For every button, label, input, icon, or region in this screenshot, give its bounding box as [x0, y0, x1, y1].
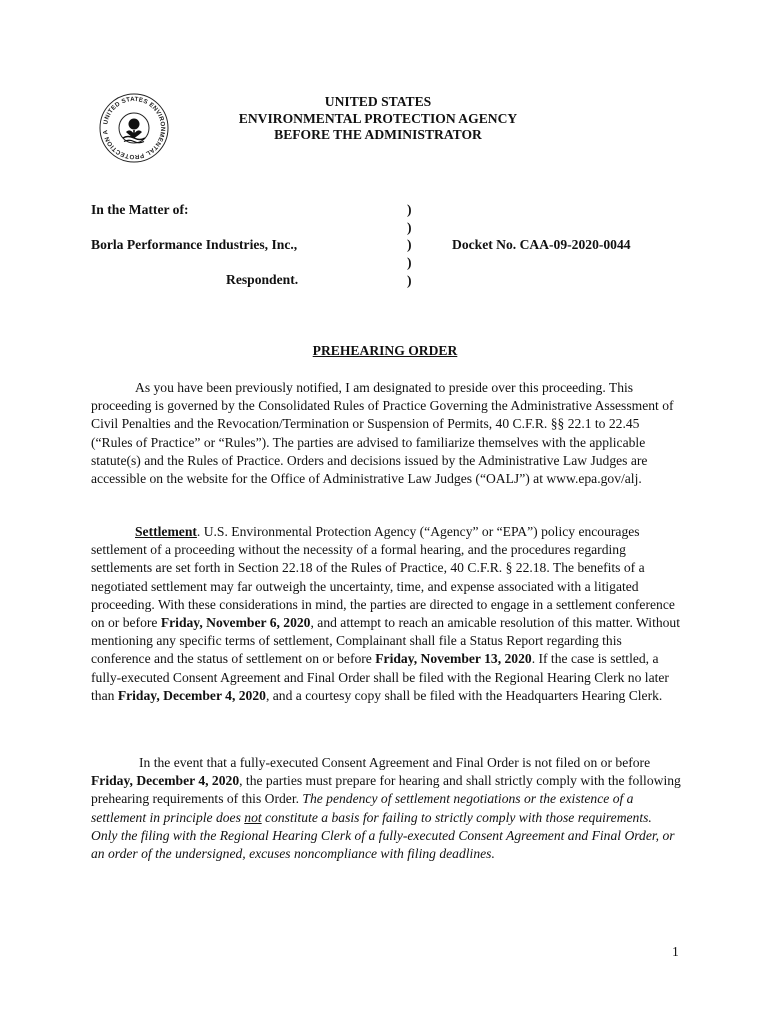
prehearing-italic-not: not [244, 809, 262, 825]
order-title-text: PREHEARING ORDER [312, 343, 458, 358]
prehearing-paragraph [91, 754, 681, 863]
caption-paren: ) [407, 272, 412, 288]
svg-text:UNITED STATES ENVIRONMENTAL PR: UNITED STATES ENVIRONMENTAL PROTECTION A [101, 95, 167, 161]
settlement-text: . U.S. Environmental Protection Agency (“Agency” or “EPA”) policy encourages settlement of a proceeding without the necessity of a formal hearing, and the procedures regarding settlements are set forth in Section 22.18 of the Rules of Practice, 40 C.F.R. § 22.18. The benefits of a negotiated settlement may far outweigh the uncertainty, time, and expense associated with a litigated proceeding. With these considerations in mind, the parties are directed to engage in a settlement conference on or before [91, 524, 675, 631]
prehearing-italic-text: The pendency of settlement negotiations or the existence of a settlement in principle does [91, 791, 634, 825]
prehearing-text: In the event that a fully-executed Consent Agreement and Final Order is not filed on or before [139, 755, 651, 770]
header-line-2: ENVIRONMENTAL PROTECTION AGENCY [238, 110, 518, 126]
prehearing-italic-text: constitute a basis for failing to strictly comply with those requirements. Only the filing with the Regional Hearing Clerk of a fully-executed Consent Agreement and Final Order, or an order of the undersigned, excuses noncompliance with filing deadlines. [91, 809, 675, 862]
caption-parentheses [407, 201, 412, 290]
header-line-1: UNITED STATES [324, 94, 432, 109]
case-caption [91, 201, 298, 289]
order-title [0, 342, 770, 360]
settlement-text: , and a courtesy copy shall be filed with the Headquarters Hearing Clerk. [265, 687, 663, 703]
settlement-conference-deadline: Friday, November 6, 2020 [160, 615, 311, 631]
respondent-label: Respondent. [226, 272, 299, 287]
caption-paren: ) [407, 219, 412, 235]
settlement-heading: Settlement [135, 524, 197, 539]
page-number: 1 [672, 944, 679, 959]
prehearing-deadline: Friday, December 4, 2020 [91, 773, 240, 789]
prehearing-text: , the parties must prepare for hearing and shall strictly comply with the following prehearing requirements of this Order. [91, 773, 681, 807]
caption-paren: ) [407, 202, 412, 217]
settlement-text: , and attempt to reach an amicable resolution of this matter. Without mentioning any specific terms of settlement, Complainant shall file a Status Report regarding this conference and the status of settlement on or before [91, 615, 681, 667]
status-report-deadline: Friday, November 13, 2020 [375, 651, 532, 667]
header-line-3: BEFORE THE ADMINISTRATOR [274, 127, 482, 142]
intro-paragraph: As you have been previously notified, I am designated to preside over this proceeding. This proceeding is governed by the Consolidated Rules of Practice Governing the Administrative Assessment of Civil Penalties and the Revocation/Termination or Suspension of Permits, 40 C.F.R. §§ 22.1 to 22.45 (“Rules of Practice” or “Rules”). The parties are advised to familiarize themselves with the applicable statute(s) and the Rules of Practice. Orders and decisions issued by the Administrative Law Judges are accessible on the website for the Office of Administrative Law Judges (“OALJ”) at www.epa.gov/alj. [91, 380, 674, 487]
consent-agreement-deadline: Friday, December 4, 2020 [117, 687, 266, 703]
caption-paren: ) [407, 237, 412, 253]
settlement-paragraph [91, 523, 681, 705]
docket-number: Docket No. CAA-09-2020-0044 [452, 237, 631, 252]
respondent-name: Borla Performance Industries, Inc., [91, 237, 298, 252]
in-the-matter-label: In the Matter of: [91, 202, 189, 217]
caption-paren: ) [407, 255, 412, 271]
agency-header [150, 94, 606, 144]
settlement-text: . If the case is settled, a fully-executed Consent Agreement and Final Order shall be filed with the Regional Hearing Clerk no later than [91, 651, 669, 703]
